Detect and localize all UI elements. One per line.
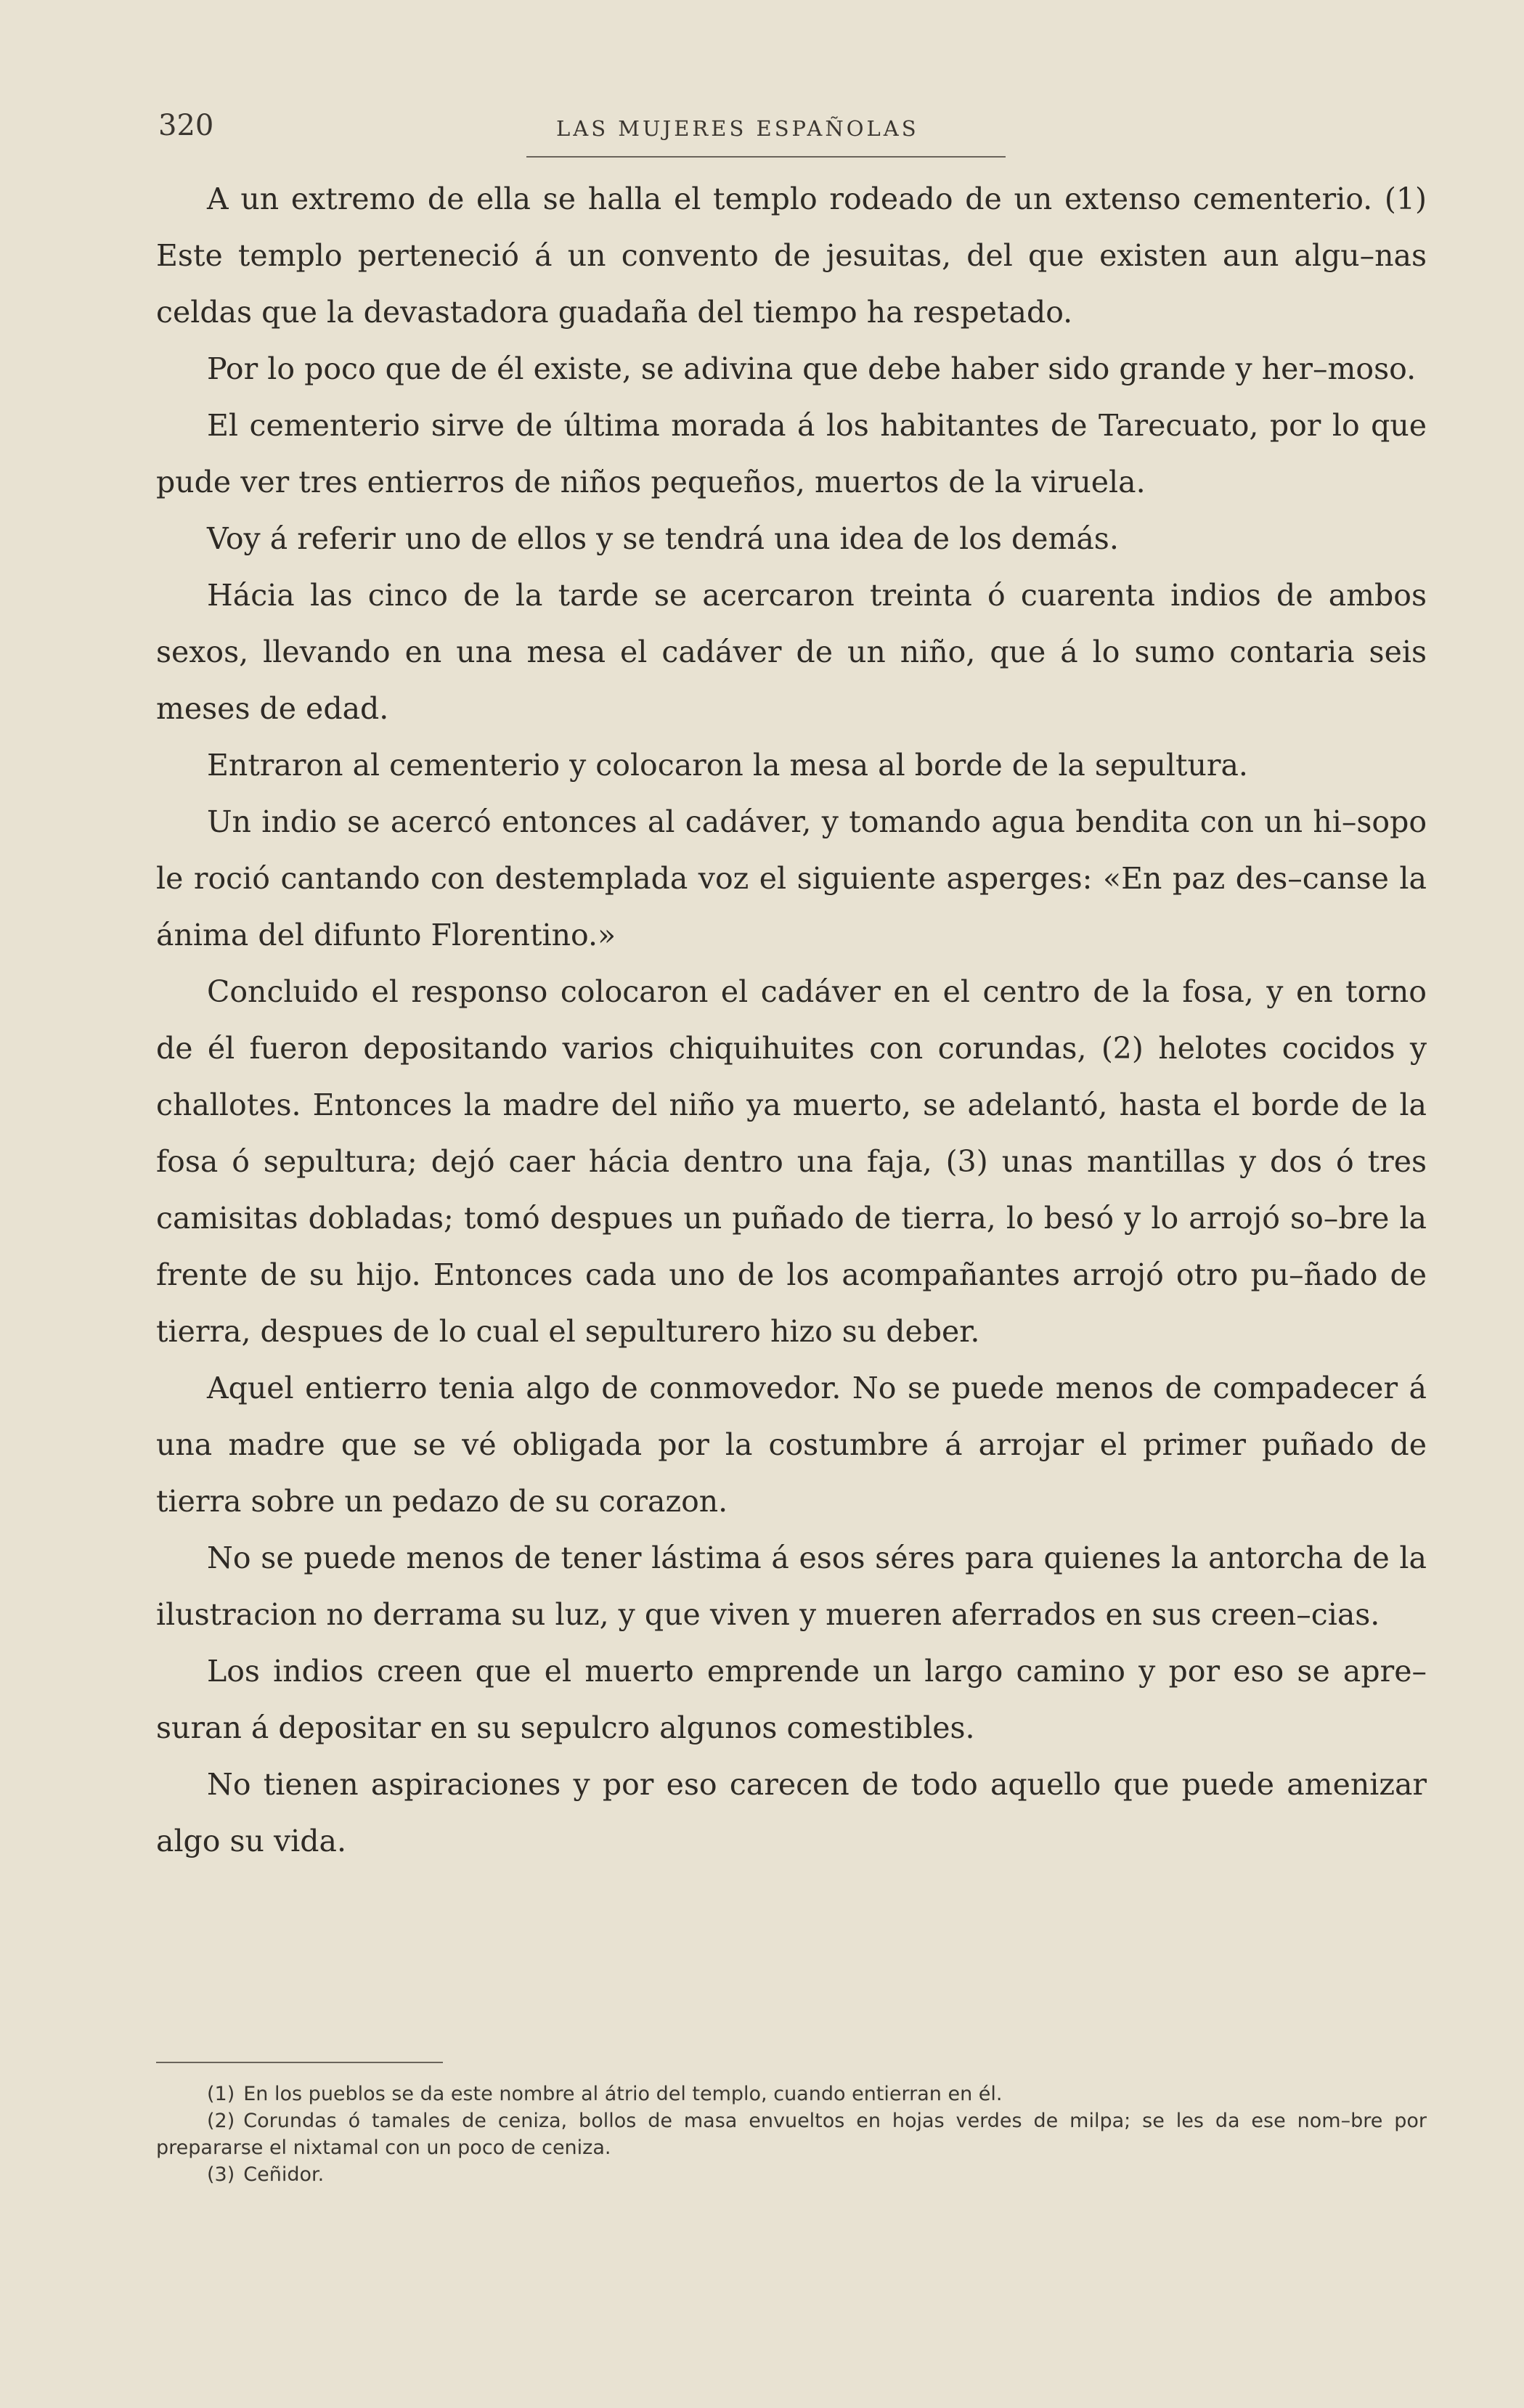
paragraph: El cementerio sirve de última morada á los habitantes de Tarecuato, por lo que pude ver tres entierros de niños pequeños, muertos de la viruela. xyxy=(156,408,1427,499)
footnote xyxy=(156,2161,1427,2188)
footnote-marker: (2) xyxy=(207,2110,235,2132)
footnote-text: En los pueblos se da este nombre al átrio del templo, cuando entierran en él. xyxy=(243,2083,1003,2105)
paragraph: Concluido el responso colocaron el cadáver en el centro de la fosa, y en torno de él fueron depositando varios chiquihuites con corundas, (2) helotes cocidos y challotes. Entonces la madre del niño ya muerto, se adelantó, hasta el borde de la fosa ó sepultura; dejó caer hácia dentro una faja, (3) unas mantillas y dos ó tres camisitas dobladas; tomó despues un puñado de tierra, lo besó y lo arrojó so–bre la frente de su hijo. Entonces cada uno de los acompañantes arrojó otro pu–ñado de tierra, despues de lo cual el sepulturero hizo su deber. xyxy=(156,974,1427,1349)
paragraph: Los indios creen que el muerto emprende un largo camino y por eso se apre–suran á depositar en su sepulcro algunos comestibles. xyxy=(156,1654,1427,1745)
footnote xyxy=(156,2107,1427,2161)
header-rule xyxy=(526,156,1006,158)
page-header xyxy=(158,109,1429,152)
footnote-marker: (3) xyxy=(207,2163,235,2186)
body-text xyxy=(156,171,1427,1869)
paragraph: No se puede menos de tener lástima á esos séres para quienes la antorcha de la ilustracion no derrama su luz, y que viven y mueren aferrados en sus creen–cias. xyxy=(156,1540,1427,1632)
paragraph: A un extremo de ella se halla el templo rodeado de un extenso cementerio. (1) Este templo perteneció á un convento de jesuitas, del que existen aun algu–nas celdas que la devastadora guadaña del tiempo ha respetado. xyxy=(156,181,1427,330)
paragraph: Entraron al cementerio y colocaron la mesa al borde de la sepultura. xyxy=(207,748,1248,783)
footnote-marker: (1) xyxy=(207,2083,235,2105)
footnotes xyxy=(156,2081,1427,2188)
page-number: 320 xyxy=(158,109,214,142)
footnote-text: Corundas ó tamales de ceniza, bollos de masa envueltos en hojas verdes de milpa; se les da ese nom–bre por prepararse el nixtamal con un poco de ceniza. xyxy=(156,2110,1427,2159)
footnote-text: Ceñidor. xyxy=(243,2163,325,2186)
footnote xyxy=(156,2081,1427,2107)
paragraph: Un indio se acercó entonces al cadáver, y tomando agua bendita con un hi–sopo le roció cantando con destemplada voz el siguiente asperges: «En paz des–canse la ánima del difunto Florentino.» xyxy=(156,804,1427,952)
paragraph: Por lo poco que de él existe, se adivina que debe haber sido grande y her–moso. xyxy=(207,351,1417,386)
paragraph: Hácia las cinco de la tarde se acercaron treinta ó cuarenta indios de ambos sexos, llevando en una mesa el cadáver de un niño, que á lo sumo contaria seis meses de edad. xyxy=(156,578,1427,726)
running-title: LAS MUJERES ESPAÑOLAS xyxy=(556,116,919,141)
footnote-rule xyxy=(156,2062,443,2063)
paragraph: Aquel entierro tenia algo de conmovedor. No se puede menos de compadecer á una madre que se vé obligada por la costumbre á arrojar el primer puñado de tierra sobre un pedazo de su corazon. xyxy=(156,1371,1427,1519)
paragraph: Voy á referir uno de ellos y se tendrá una idea de los demás. xyxy=(207,521,1119,556)
paragraph: No tienen aspiraciones y por eso carecen de todo aquello que puede amenizar algo su vida. xyxy=(156,1767,1427,1858)
